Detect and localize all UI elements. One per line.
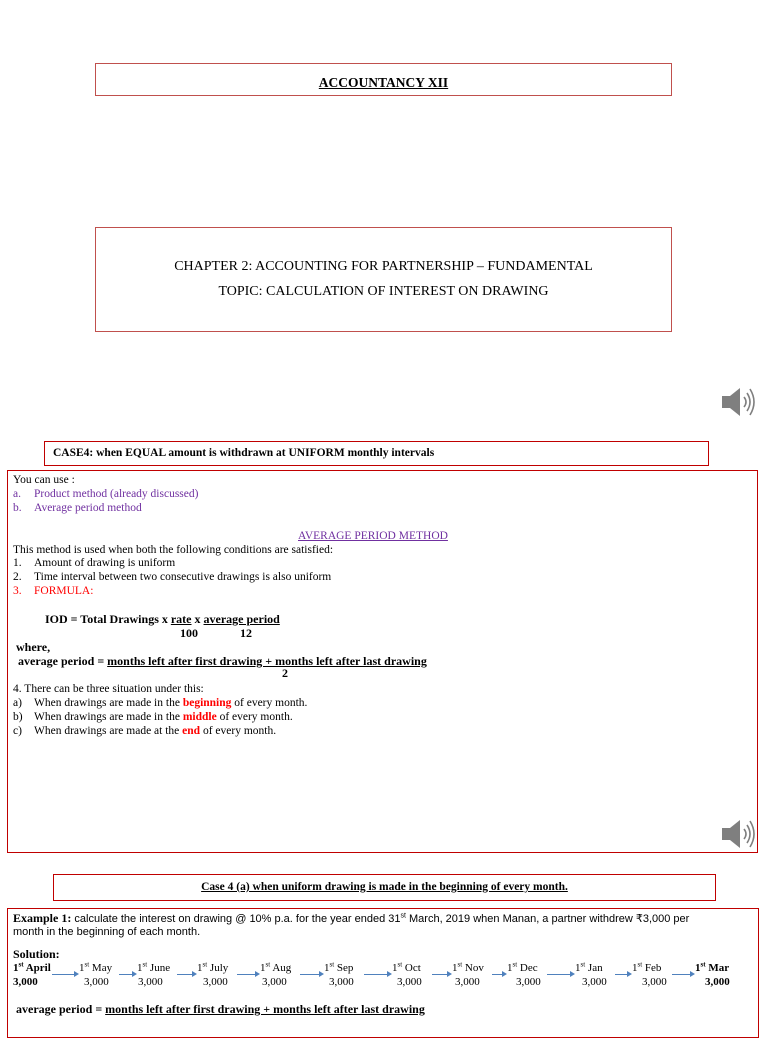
month-day: 1	[575, 962, 581, 974]
month-name: Aug	[270, 962, 292, 974]
month-label	[197, 962, 228, 974]
condition-2-text: Time interval between two consecutive drawings is also uniform	[34, 571, 332, 583]
condition-3-number: 3.	[13, 585, 22, 597]
chapter-title: CHAPTER 2: ACCOUNTING FOR PARTNERSHIP – FUNDAMENTAL	[174, 259, 593, 274]
amount-value: 3,000	[642, 976, 667, 988]
month-day: 1	[79, 962, 85, 974]
condition-2	[13, 571, 332, 585]
formula-denominator-100: 100	[180, 626, 198, 640]
formula-times: x	[191, 612, 204, 626]
month-day: 1	[507, 962, 513, 974]
condition-1	[13, 557, 176, 571]
month-label	[452, 962, 484, 974]
where-label: where,	[16, 640, 51, 654]
topic-title: TOPIC: CALCULATION OF INTEREST ON DRAWING	[218, 284, 549, 299]
timeline-arrow	[432, 974, 449, 975]
month-day-suffix: st	[637, 960, 643, 969]
example-line-2: month in the beginning of each month.	[13, 926, 201, 938]
option-a-number: a.	[13, 488, 21, 500]
month-day-suffix: st	[18, 960, 24, 969]
amount-value: 3,000	[84, 976, 109, 988]
situation-b-number: b)	[13, 711, 23, 723]
timeline-arrow	[492, 974, 504, 975]
title-box	[95, 63, 672, 96]
month-day-suffix: st	[202, 960, 208, 969]
method-heading: AVERAGE PERIOD METHOD	[298, 530, 448, 542]
month-name: Nov	[462, 962, 484, 974]
example-average-label: average period =	[16, 1002, 106, 1016]
condition-intro: This method is used when both the following conditions are satisfied:	[13, 544, 334, 556]
timeline-arrow	[237, 974, 257, 975]
situation-b	[13, 711, 293, 725]
average-period-label: average period =	[18, 654, 108, 668]
timeline-arrow	[300, 974, 321, 975]
content-box	[7, 470, 758, 853]
situation-a	[13, 697, 308, 711]
formula-left: IOD = Total Drawings x	[45, 612, 171, 626]
month-day-suffix: st	[265, 960, 271, 969]
solution-label: Solution:	[13, 947, 60, 961]
example-line-1	[13, 912, 689, 927]
condition-1-number: 1.	[13, 557, 22, 569]
month-day-suffix: st	[142, 960, 148, 969]
month-label	[392, 962, 421, 974]
month-name: Jan	[585, 962, 603, 974]
amount-value: 3,000	[516, 976, 541, 988]
month-day: 1	[324, 962, 330, 974]
month-day: 1	[695, 962, 701, 974]
example-label: Example 1:	[13, 911, 72, 925]
month-name: June	[147, 962, 171, 974]
month-day: 1	[260, 962, 266, 974]
condition-2-number: 2.	[13, 571, 22, 583]
month-label	[632, 962, 661, 974]
month-name: Feb	[642, 962, 662, 974]
month-day: 1	[392, 962, 398, 974]
case4-title-prefix: CASE4: when	[53, 447, 126, 459]
situation-a-pre: When drawings are made in the	[34, 697, 183, 709]
month-label	[13, 962, 51, 974]
situation-c-pre: When drawings are made at the	[34, 725, 183, 737]
page-title: ACCOUNTANCY XII	[318, 75, 449, 90]
month-day: 1	[197, 962, 203, 974]
situation-c	[13, 725, 277, 739]
amount-value: 3,000	[455, 976, 480, 988]
situation-b-pre: When drawings are made in the	[34, 711, 183, 723]
average-period-expression: months left after first drawing + months left after last drawing	[107, 654, 427, 668]
average-period-definition	[18, 655, 427, 669]
option-b	[13, 502, 142, 516]
timeline-arrow	[177, 974, 194, 975]
month-label	[507, 962, 538, 974]
formula-rate: rate	[170, 612, 192, 626]
amount-value: 3,000	[138, 976, 163, 988]
example-text-1-sup: st	[400, 912, 406, 920]
month-name: Sep	[334, 962, 354, 974]
month-day-suffix: st	[397, 960, 403, 969]
amount-value: 3,000	[397, 976, 422, 988]
timeline-arrow	[52, 974, 76, 975]
month-day-suffix: st	[700, 960, 706, 969]
month-day: 1	[452, 962, 458, 974]
case4-title-suffix: monthly intervals	[344, 447, 435, 459]
situation-c-key: end	[182, 725, 201, 737]
month-day: 1	[632, 962, 638, 974]
month-label	[575, 962, 603, 974]
example-text-1-post: March, 2019 when Manan, a partner withdrew ₹3,000 per	[405, 913, 690, 925]
month-name: Mar	[705, 962, 730, 974]
situation-a-key: beginning	[182, 697, 232, 709]
month-name: July	[207, 962, 229, 974]
month-day: 1	[137, 962, 143, 974]
case4a-title: Case 4 (a) when uniform drawing is made in the beginning of every month.	[201, 881, 568, 893]
situation-a-post: of every month.	[231, 697, 308, 709]
option-a	[13, 488, 199, 502]
case4-title	[53, 447, 434, 459]
formula	[45, 613, 280, 627]
speaker-icon[interactable]	[718, 383, 758, 423]
timeline-arrow	[615, 974, 629, 975]
case4-title-box	[44, 441, 709, 466]
situation-intro: 4. There can be three situation under this:	[13, 683, 204, 695]
timeline-arrow	[119, 974, 134, 975]
month-name: May	[89, 962, 113, 974]
situation-a-number: a)	[13, 697, 22, 709]
you-can-use: You can use :	[13, 474, 75, 486]
case4-title-mid: amount is withdrawn at	[165, 447, 289, 459]
month-name: Dec	[517, 962, 538, 974]
speaker-icon[interactable]	[718, 815, 758, 855]
amount-value: 3,000	[705, 976, 730, 988]
month-day: 1	[13, 962, 19, 974]
example-box	[7, 908, 759, 1038]
month-label	[79, 962, 112, 974]
example-average-expression: months left after first drawing + months left after last drawing	[105, 1002, 425, 1016]
situation-b-key: middle	[182, 711, 217, 723]
situation-b-post: of every month.	[216, 711, 293, 723]
month-day-suffix: st	[84, 960, 90, 969]
month-day-suffix: st	[580, 960, 586, 969]
month-label	[324, 962, 353, 974]
condition-3	[13, 585, 94, 599]
month-day-suffix: st	[512, 960, 518, 969]
month-name: Oct	[402, 962, 421, 974]
case4a-title-box	[53, 874, 716, 901]
month-label	[695, 962, 729, 974]
month-day-suffix: st	[457, 960, 463, 969]
average-period-denominator: 2	[282, 666, 288, 680]
month-name: April	[23, 962, 51, 974]
timeline-arrow	[547, 974, 572, 975]
timeline-arrow	[364, 974, 389, 975]
amount-value: 3,000	[203, 976, 228, 988]
option-a-text: Product method (already discussed)	[34, 488, 199, 500]
option-b-text: Average period method	[34, 502, 142, 514]
example-average-period	[16, 1003, 425, 1017]
amount-value: 3,000	[13, 976, 38, 988]
amount-value: 3,000	[329, 976, 354, 988]
situation-c-post: of every month.	[200, 725, 277, 737]
month-label	[260, 962, 291, 974]
timeline-arrow	[672, 974, 692, 975]
option-b-number: b.	[13, 502, 22, 514]
situation-c-number: c)	[13, 725, 22, 737]
condition-1-text: Amount of drawing is uniform	[34, 557, 176, 569]
month-label	[137, 962, 170, 974]
formula-label: FORMULA:	[34, 585, 94, 597]
formula-average-period: average period	[203, 612, 280, 626]
case4-title-uniform: UNIFORM	[288, 447, 345, 459]
amount-value: 3,000	[262, 976, 287, 988]
amount-value: 3,000	[582, 976, 607, 988]
chapter-box	[95, 227, 672, 332]
month-day-suffix: st	[329, 960, 335, 969]
example-text-1-pre: calculate the interest on drawing @ 10% p.a. for the year ended 31	[71, 913, 401, 925]
formula-denominator-12: 12	[240, 626, 252, 640]
case4-title-equal: EQUAL	[125, 447, 166, 459]
